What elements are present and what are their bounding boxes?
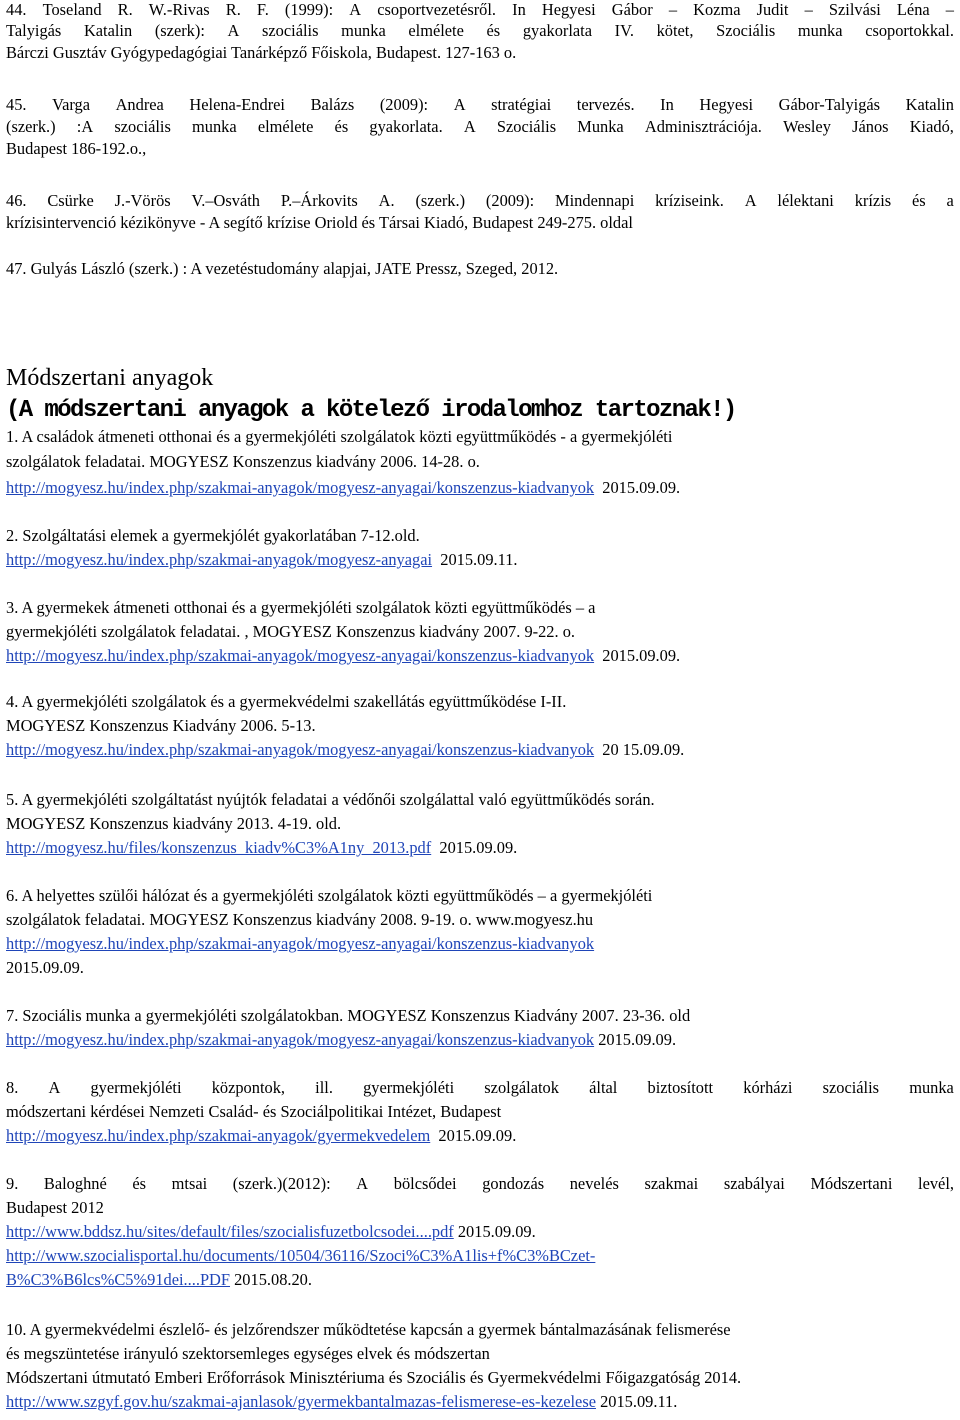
word: és	[486, 21, 501, 40]
word: 8.	[6, 1078, 19, 1097]
word: nevelés	[569, 1174, 619, 1193]
word: szolgálatok	[484, 1078, 559, 1097]
word: Mindennapi	[555, 191, 635, 210]
item-9-link-2a[interactable]: http://www.szocialisportal.hu/documents/10504/36116/Szoci%C3%A1lis+f%C3%BCzet-	[6, 1246, 596, 1265]
word: szociális	[262, 21, 319, 40]
ref-45-line-3: Budapest 186-192.o.,	[6, 139, 147, 158]
item-5-link-line	[6, 838, 954, 858]
item-7-link[interactable]: http://mogyesz.hu/index.php/szakmai-anyagok/mogyesz-anyagai/konszenzus-kiadvanyok	[6, 1030, 595, 1049]
item-1-date: 2015.09.09.	[594, 478, 681, 497]
item-9-line-1	[6, 1174, 954, 1194]
word: Hegyesi	[699, 95, 754, 114]
item-6-line-2: szolgálatok feladatai. MOGYESZ Konszenzus kiadvány 2008. 9-19. o. www.mogyesz.hu	[6, 910, 594, 929]
word: A	[227, 21, 240, 40]
word: a	[946, 191, 954, 210]
item-6-link-line	[6, 934, 954, 954]
item-3-line-2: gyermekjóléti szolgálatok feladatai. , MOGYESZ Konszenzus kiadvány 2007. 9-22. o.	[6, 622, 575, 641]
word: Gábor-Talyigás	[778, 95, 881, 114]
item-10-line-2: és megszüntetése irányuló szektorsemleges egységes elvek és módszertan	[6, 1344, 490, 1363]
item-2-date: 2015.09.11.	[432, 550, 518, 569]
item-2-line-1: 2. Szolgáltatási elemek a gyermekjólét gyakorlatában 7-12.old.	[6, 526, 420, 545]
word: W.-Rivas	[148, 0, 210, 19]
item-4-link-line	[6, 740, 954, 760]
word: Hegyesi	[541, 0, 596, 19]
word: elmélete	[408, 21, 464, 40]
item-10-link-line	[6, 1392, 954, 1412]
item-10-line-3: Módszertani útmutató Emberi Erőforrások Minisztériuma és Szociális és Gyermekvédelmi Főigazgatóság 2014.	[6, 1368, 742, 1387]
section-subtitle: (A módszertani anyagok a kötelező irodalomhoz tartoznak!)	[6, 397, 736, 424]
word: lélektani	[777, 191, 834, 210]
item-9-link-2-line-1	[6, 1246, 954, 1266]
word: Adminisztrációja.	[644, 117, 762, 136]
item-8-link[interactable]: http://mogyesz.hu/index.php/szakmai-anyagok/gyermekvedelem	[6, 1126, 431, 1145]
word: Módszertani	[810, 1174, 893, 1193]
word: –	[945, 0, 954, 19]
word: A	[463, 117, 476, 136]
word: 9.	[6, 1174, 19, 1193]
item-7-link-line	[6, 1030, 954, 1050]
item-1-link-line	[6, 478, 954, 498]
item-4-line-2: MOGYESZ Konszenzus Kiadvány 2006. 5-13.	[6, 716, 316, 735]
word: krízis	[854, 191, 892, 210]
item-4-line-1: 4. A gyermekjóléti szolgálatok és a gyermekvédelmi szakellátás együttműködése I-II.	[6, 692, 567, 711]
word: Csürke	[47, 191, 94, 210]
item-5-line-2: MOGYESZ Konszenzus kiadvány 2013. 4-19. old.	[6, 814, 342, 833]
word: (2009):	[485, 191, 535, 210]
item-5-link[interactable]: http://mogyesz.hu/files/konszenzus_kiadv%C3%A1ny_2013.pdf	[6, 838, 432, 857]
word: Katalin	[905, 95, 954, 114]
item-1-line-2: szolgálatok feladatai. MOGYESZ Konszenzus kiadvány 2006. 14-28. o.	[6, 452, 480, 471]
item-6-line-1: 6. A helyettes szülői hálózat és a gyermekjóléti szolgálatok közti együttműködés – a gyermekjóléti	[6, 886, 653, 905]
word: IV.	[614, 21, 634, 40]
item-9-date-2: 2015.08.20.	[230, 1270, 312, 1289]
word: Baloghné	[43, 1174, 107, 1193]
item-9-link-1[interactable]: http://www.bddsz.hu/sites/default/files/szocialisfuzetbolcsodei....pdf	[6, 1222, 454, 1241]
word: Talyigás	[6, 21, 62, 40]
word: :A	[76, 117, 94, 136]
word: A	[349, 0, 362, 19]
item-3-link[interactable]: http://mogyesz.hu/index.php/szakmai-anyagok/mogyesz-anyagai/konszenzus-kiadvanyok	[6, 646, 595, 665]
word: A.	[378, 191, 395, 210]
word: csoportvezetésről.	[377, 0, 497, 19]
word: –	[668, 0, 678, 19]
ref-46-line-2: krízisintervenció kézikönyve - A segítő krízise Oriold és Társai Kiadó, Budapest 249-275. oldal	[6, 213, 633, 232]
word: (szerk.)(2012):	[232, 1174, 331, 1193]
word: és	[912, 191, 926, 210]
word: R.	[225, 0, 241, 19]
ref-44-line-2	[6, 21, 954, 41]
word: Szociális	[716, 21, 776, 40]
item-3-date: 2015.09.09.	[594, 646, 681, 665]
word: Szilvási	[828, 0, 881, 19]
item-8-line-2: módszertani kérdései Nemzeti Család- és Szociálpolitikai Intézet, Budapest	[6, 1102, 502, 1121]
word: Léna	[896, 0, 930, 19]
word: Szociális	[496, 117, 557, 136]
item-8-line-1	[6, 1078, 954, 1098]
word: és	[132, 1174, 147, 1193]
word: bölcsődei	[393, 1174, 457, 1193]
word: (szerk):	[154, 21, 205, 40]
item-5-line-1: 5. A gyermekjóléti szolgáltatást nyújtók feladatai a védőnői szolgálattal való együttműködés során.	[6, 790, 655, 809]
word: szakmai	[644, 1174, 699, 1193]
item-6-date: 2015.09.09.	[6, 958, 84, 977]
word: kórházi	[743, 1078, 793, 1097]
item-9-date-1: 2015.09.09.	[453, 1222, 536, 1241]
word: által	[589, 1078, 618, 1097]
word: Katalin	[83, 21, 133, 40]
item-9-line-2: Budapest 2012	[6, 1198, 104, 1217]
word: 44.	[6, 0, 27, 19]
ref-44-line-3: Bárczi Gusztáv Gyógypedagógiai Tanárképző Főiskola, Budapest. 127-163 o.	[6, 43, 517, 62]
item-7-line-1: 7. Szociális munka a gyermekjóléti szolgálatokban. MOGYESZ Konszenzus Kiadvány 2007. 23-36. old	[6, 1006, 691, 1025]
word: (1999):	[284, 0, 334, 19]
item-2-link[interactable]: http://mogyesz.hu/index.php/szakmai-anyagok/mogyesz-anyagai	[6, 550, 433, 569]
ref-47: 47. Gulyás László (szerk.) : A vezetéstudomány alapjai, JATE Pressz, Szeged, 2012.	[6, 259, 559, 278]
item-10-line-1: 10. A gyermekvédelmi észlelő- és jelzőrendszer működtetése kapcsán a gyermek bántalmazásának felismerése	[6, 1320, 731, 1339]
ref-46-line-1	[6, 191, 954, 211]
word: A	[744, 191, 757, 210]
word: gondozás	[482, 1174, 545, 1193]
item-4-date: 20 15.09.09.	[594, 740, 685, 759]
item-7-date: 2015.09.09.	[594, 1030, 677, 1049]
word: Toseland	[42, 0, 102, 19]
item-8-link-line	[6, 1126, 954, 1146]
word: szabályai	[723, 1174, 785, 1193]
item-9-link-1-line	[6, 1222, 954, 1242]
word: Munka	[577, 117, 624, 136]
item-3-line-1: 3. A gyermekek átmeneti otthonai és a gyermekjóléti szolgálatok közti együttműködés – a	[6, 598, 596, 617]
word: A	[453, 95, 466, 114]
word: munka	[341, 21, 386, 40]
word: gyermekjóléti	[363, 1078, 455, 1097]
word: (2009):	[379, 95, 429, 114]
word: Kozma	[693, 0, 741, 19]
item-4-link[interactable]: http://mogyesz.hu/index.php/szakmai-anyagok/mogyesz-anyagai/konszenzus-kiadvanyok	[6, 740, 595, 759]
word: Wesley	[783, 117, 831, 136]
item-2-link-line	[6, 550, 954, 570]
item-3-link-line	[6, 646, 954, 666]
word: csoportokkal.	[865, 21, 954, 40]
word: F.	[256, 0, 269, 19]
word: –	[804, 0, 813, 19]
item-1-link[interactable]: http://mogyesz.hu/index.php/szakmai-anyagok/mogyesz-anyagai/konszenzus-kiadvanyok	[6, 478, 595, 497]
word: kríziseink.	[655, 191, 724, 210]
item-5-date: 2015.09.09.	[431, 838, 518, 857]
word: szociális	[822, 1078, 880, 1097]
item-1-line-1: 1. A családok átmeneti otthonai és a gyermekjóléti szolgálatok közti együttműködés - a gyermekjóléti	[6, 427, 673, 446]
word: (szerk.)	[6, 117, 56, 136]
word: Varga	[52, 95, 91, 114]
word: 45.	[6, 95, 27, 114]
ref-45-line-1	[6, 95, 954, 115]
item-9-link-2-line-2	[6, 1270, 954, 1290]
word: biztosított	[647, 1078, 714, 1097]
item-8-date: 2015.09.09.	[430, 1126, 517, 1145]
word: Andrea	[115, 95, 164, 114]
word: A	[48, 1078, 61, 1097]
word: elmélete	[257, 117, 314, 136]
item-6-link[interactable]: http://mogyesz.hu/index.php/szakmai-anyagok/mogyesz-anyagai/konszenzus-kiadvanyok	[6, 934, 595, 953]
word: V.–Osváth	[191, 191, 260, 210]
word: Helena-Endrei	[189, 95, 285, 114]
word: mtsai	[171, 1174, 208, 1193]
word: stratégiai	[491, 95, 552, 114]
section-title: Módszertani anyagok	[6, 365, 214, 391]
word: kötet,	[656, 21, 694, 40]
word: Judit	[756, 0, 789, 19]
word: Gábor	[611, 0, 653, 19]
item-9-link-2b[interactable]: B%C3%B6lcs%C5%91dei....PDF	[6, 1270, 231, 1289]
word: (szerk.)	[415, 191, 466, 210]
word: Kiadó,	[909, 117, 954, 136]
word: és	[334, 117, 349, 136]
word: levél,	[918, 1174, 954, 1193]
word: gyakorlata	[522, 21, 593, 40]
word: központok,	[211, 1078, 285, 1097]
word: gyakorlata.	[369, 117, 443, 136]
word: János	[852, 117, 889, 136]
word: tervezés.	[576, 95, 635, 114]
word: munka	[797, 21, 843, 40]
word: szociális	[114, 117, 171, 136]
item-10-link[interactable]: http://www.szgyf.gov.hu/szakmai-ajanlasok/gyermekbantalmazas-felismerese-es-kezelese	[6, 1392, 596, 1411]
word: ill.	[315, 1078, 333, 1097]
word: In	[512, 0, 526, 19]
ref-45-line-2	[6, 117, 954, 137]
word: R.	[117, 0, 133, 19]
word: P.–Árkovits	[280, 191, 358, 210]
item-10-date: 2015.09.11.	[595, 1392, 678, 1411]
word: In	[660, 95, 674, 114]
word: 46.	[6, 191, 27, 210]
word: munka	[909, 1078, 954, 1097]
word: Balázs	[310, 95, 355, 114]
word: A	[356, 1174, 369, 1193]
word: munka	[192, 117, 237, 136]
word: gyermekjóléti	[90, 1078, 182, 1097]
word: J.-Vörös	[114, 191, 171, 210]
ref-44-line-1	[6, 0, 954, 20]
